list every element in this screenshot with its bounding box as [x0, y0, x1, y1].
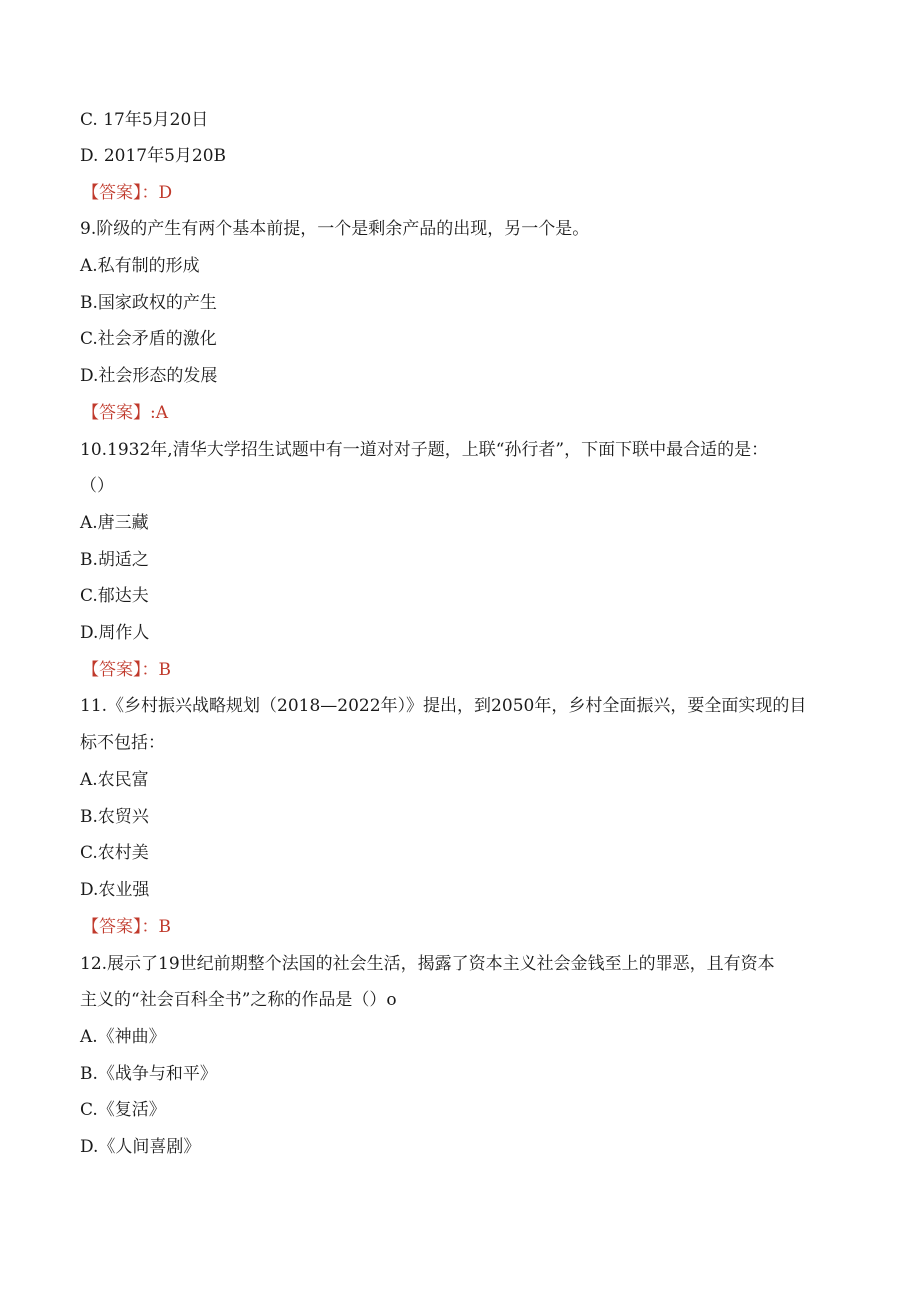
q8-option-c: C. 17年5月20日	[80, 110, 209, 130]
q10-option-b: B.胡适之	[80, 550, 149, 570]
q10-stem-line1: 10.1932年,清华大学招生试题中有一道对对子题，上联“孙行者”，下面下联中最合适的是：	[80, 440, 769, 460]
q10-option-a: A.唐三藏	[80, 513, 149, 533]
q11-option-d: D.农业强	[80, 880, 150, 900]
q8-option-d: D. 2017年5月20B	[80, 146, 227, 166]
q11-stem-line1: 11.《乡村振兴战略规划（2018—2022年）》提出，到2050年，乡村全面振兴，要全面实现的目	[80, 696, 807, 716]
q12-option-d: D.《人间喜剧》	[80, 1137, 201, 1157]
q9-option-c: C.社会矛盾的激化	[80, 329, 217, 349]
q9-answer: 【答案】:A	[82, 403, 169, 423]
q9-option-b: B.国家政权的产生	[80, 293, 217, 313]
q11-option-c: C.农村美	[80, 843, 149, 863]
q10-option-c: C.郁达夫	[80, 586, 149, 606]
q12-stem-line1: 12.展示了19世纪前期整个法国的社会生活，揭露了资本主义社会金钱至上的罪恶，且有资本	[80, 954, 775, 974]
q12-option-b: B.《战争与和平》	[80, 1064, 217, 1084]
q11-option-a: A.农民富	[80, 770, 149, 790]
q11-answer: 【答案】：B	[82, 917, 171, 937]
q12-option-c: C.《复活》	[80, 1100, 166, 1120]
q9-stem: 9.阶级的产生有两个基本前提，一个是剩余产品的出现，另一个是。	[80, 219, 590, 239]
q11-option-b: B.农贸兴	[80, 807, 149, 827]
q11-stem-line2: 标不包括：	[80, 733, 165, 753]
q12-option-a: A.《神曲》	[80, 1027, 166, 1047]
q10-answer: 【答案】：B	[82, 660, 171, 680]
q10-stem-line2: （）	[80, 476, 114, 496]
q9-option-a: A.私有制的形成	[80, 256, 200, 276]
q9-option-d: D.社会形态的发展	[80, 366, 218, 386]
q10-option-d: D.周作人	[80, 623, 150, 643]
q8-answer: 【答案】：D	[82, 183, 173, 203]
q12-stem-line2: 主义的“社会百科全书”之称的作品是（）o	[80, 990, 397, 1010]
